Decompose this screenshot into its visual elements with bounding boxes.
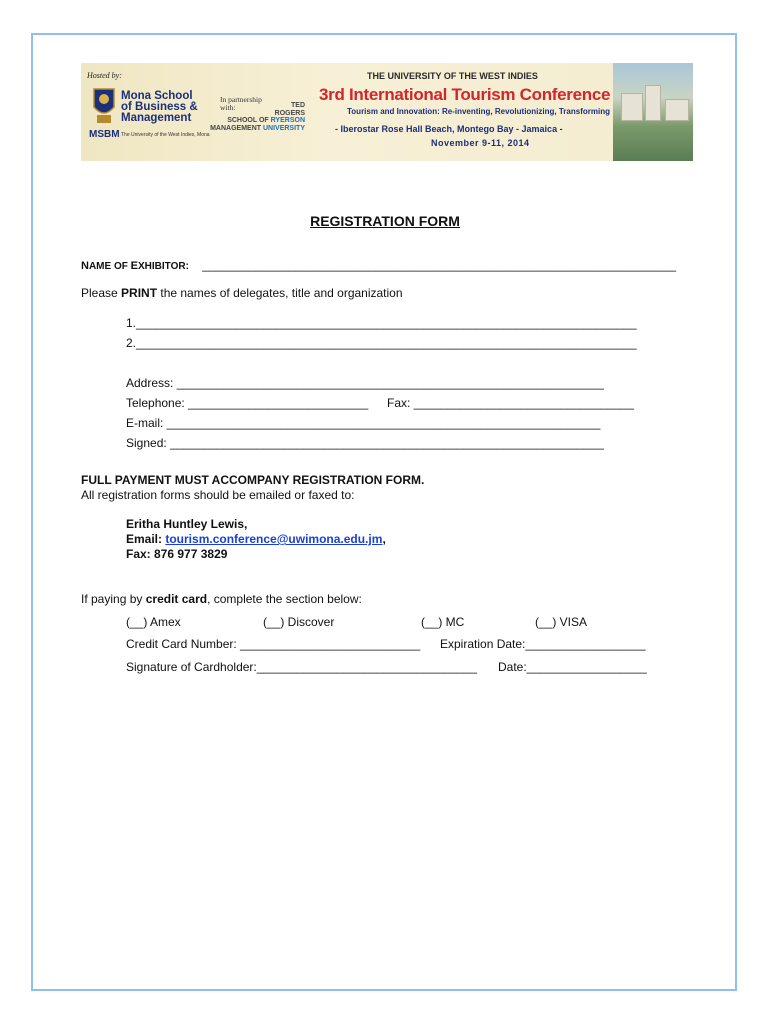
submission-instruction: All registration forms should be emailed or faxed to: (81, 488, 355, 502)
conference-dates: November 9-11, 2014 (431, 138, 530, 148)
form-title: REGISTRATION FORM (310, 213, 460, 229)
card-option-discover[interactable]: (__) Discover (263, 615, 335, 629)
card-option-visa[interactable]: (__) VISA (535, 615, 588, 629)
school-abbreviation: MSBM (89, 129, 120, 140)
telephone-field[interactable]: Telephone: ___________________________ (126, 396, 369, 410)
email-field[interactable]: E-mail: _________________________________________________________________ (126, 416, 601, 430)
credit-card-number-field[interactable]: Credit Card Number: ___________________________ (126, 637, 421, 651)
fax-field[interactable]: Fax: _________________________________ (387, 396, 634, 410)
signed-field[interactable]: Signed: _________________________________________________________________ (126, 436, 604, 450)
contact-fax: Fax: 876 977 3829 (126, 547, 228, 561)
page-border (31, 33, 737, 991)
partner-school-logo: TED ROGERS SCHOOL OF RYERSON MANAGEMENT UNIVERSITY (210, 102, 305, 132)
exhibitor-field[interactable]: _______________________________________________________________________ (202, 258, 677, 272)
contact-name: Eritha Huntley Lewis, (126, 517, 248, 531)
university-crest-icon (91, 85, 117, 127)
resort-photo (613, 63, 693, 161)
exhibitor-label: NAME OF EXHIBITOR: (81, 260, 189, 272)
contact-email-link[interactable]: tourism.conference@uwimona.edu.jm (165, 532, 383, 546)
cardholder-signature-field[interactable]: Signature of Cardholder:_________________________________ (126, 660, 477, 674)
exhibitor-row (81, 258, 676, 272)
delegate-line-2[interactable]: 2.___________________________________________________________________________ (126, 336, 637, 350)
conference-tagline: Tourism and Innovation: Re-inventing, Revolutionizing, Transforming (347, 107, 610, 116)
conference-banner (81, 63, 693, 161)
hosted-by-label: Hosted by: (87, 71, 122, 80)
date-field[interactable]: Date:__________________ (498, 660, 647, 674)
conference-location: - Iberostar Rose Hall Beach, Montego Bay - Jamaica - (335, 124, 563, 134)
university-name: THE UNIVERSITY OF THE WEST INDIES (367, 71, 538, 81)
contact-email: Email: tourism.conference@uwimona.edu.jm, (126, 532, 386, 546)
address-field[interactable]: Address: ________________________________________________________________ (126, 376, 604, 390)
school-subtext: The University of the West Indies, Mona (121, 132, 210, 138)
card-option-mc[interactable]: (__) MC (421, 615, 465, 629)
partnership-label: In partnership with: (220, 95, 262, 112)
expiration-date-field[interactable]: Expiration Date:__________________ (440, 637, 646, 651)
payment-notice: FULL PAYMENT MUST ACCOMPANY REGISTRATION FORM. (81, 473, 425, 487)
school-name: Mona School of Business & Management (121, 90, 198, 124)
conference-title: 3rd International Tourism Conference (319, 85, 611, 104)
card-option-amex[interactable]: (__) Amex (126, 615, 181, 629)
delegate-line-1[interactable]: 1.___________________________________________________________________________ (126, 316, 637, 330)
credit-card-instruction: If paying by credit card, complete the section below: (81, 592, 362, 606)
print-instruction: Please PRINT the names of delegates, title and organization (81, 286, 403, 300)
